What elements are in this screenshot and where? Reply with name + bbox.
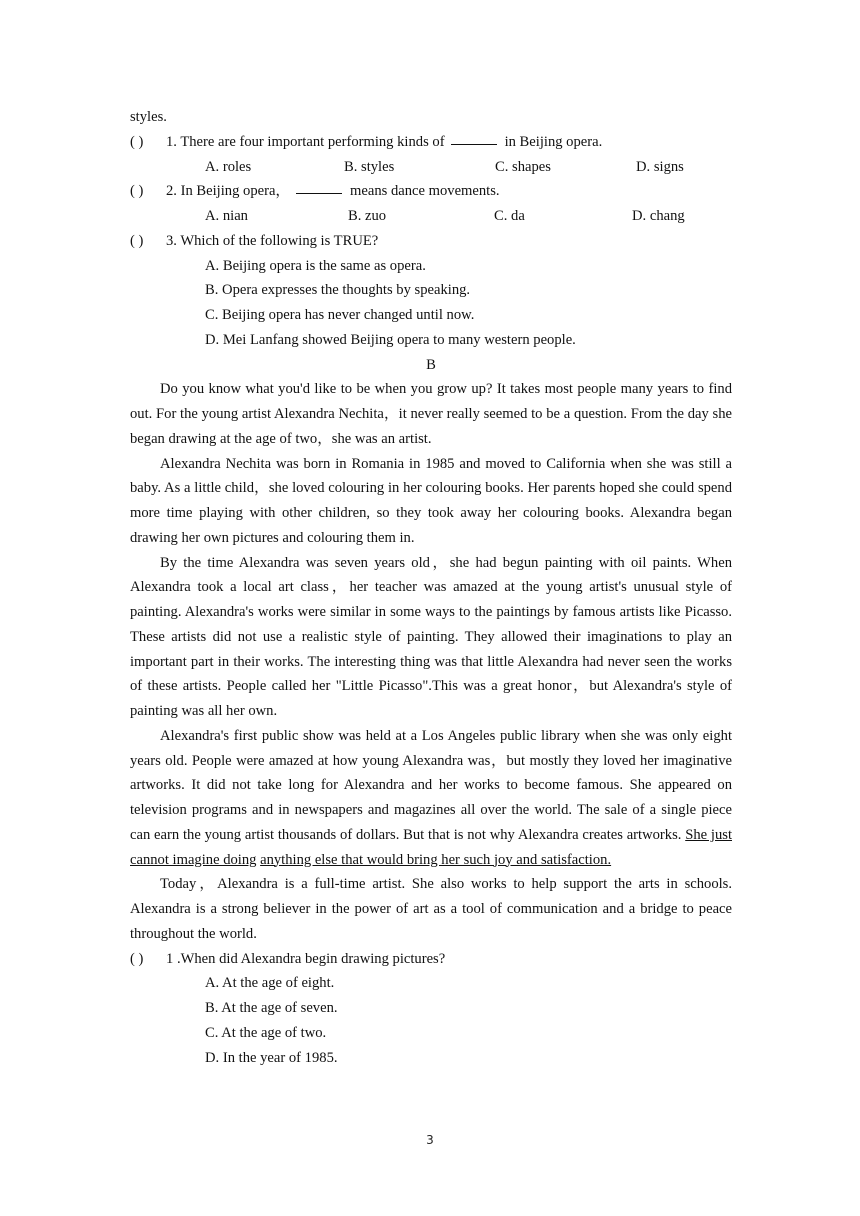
paragraph-text: Do you know what you'd like to be when you grow up? It takes most people many years to find out. For the young artist Alexandra Nechita，it never really seemed to be a question. From the day she began drawing at the age of two，she was an artist.: [130, 381, 732, 447]
option-a: A. Beijing opera is the same as opera.: [205, 257, 426, 274]
option-a: A. roles: [205, 158, 252, 175]
paragraph-text: Today，Alexandra is a full-time artist. She also works to help support the arts in schools. Alexandra is a strong believer in the power of art as a tool of communication and a bridge to peace throughout the world.: [130, 876, 732, 942]
option-d: D. In the year of 1985.: [205, 1049, 338, 1066]
passage-paragraph-2: [130, 452, 732, 551]
page-number: 3: [426, 1133, 434, 1147]
question-a2: [130, 179, 732, 204]
answer-paren: ( ): [130, 950, 144, 967]
answer-blank: [451, 130, 497, 145]
paragraph-text: Alexandra's first public show was held at a Los Angeles public library when she was only eight years old. People were amazed at how young Alexandra was，but mostly they loved her imaginative artworks. It did not take long for Alexandra and her works to become famous. She appeared on television programs and in newspapers and magazines all over the world. The sale of a single piece can earn the young artist thousands of dollars. But that is not why Alexandra creates artworks.: [130, 727, 732, 843]
option-c: C. da: [494, 208, 525, 224]
paragraph-text: Alexandra Nechita was born in Romania in 1985 and moved to California when she was still a baby. As a little child，she loved colouring in her colouring books. Her parents hoped she could spend more time playing with other children, so they took away her colouring books. Alexandra began drawing her own pictures and colouring them in.: [130, 455, 732, 546]
options-a1: [130, 155, 732, 180]
question-a1: [130, 130, 732, 155]
option-c: C. shapes: [495, 158, 551, 175]
passage-paragraph-3: [130, 551, 732, 724]
question-text: 1. There are four important performing kinds of: [166, 133, 445, 150]
question-text-end: in Beijing opera.: [504, 133, 603, 150]
answer-blank: [296, 179, 342, 194]
options-a2: [130, 204, 732, 229]
option-d: D. signs: [636, 158, 684, 175]
underlined-phrase-2: anything else that would bring her such joy and satisfaction.: [260, 851, 612, 868]
question-a3: [130, 229, 732, 254]
top-fragment: styles.: [130, 109, 167, 125]
option-b: B. At the age of seven.: [205, 1000, 338, 1016]
question-text: 1 .When did Alexandra begin drawing pictures?: [166, 950, 446, 967]
option-b: B. styles: [344, 158, 395, 175]
option-d: D. chang: [632, 208, 685, 224]
passage-paragraph-5: [130, 872, 732, 946]
question-text: 2. In Beijing opera，: [166, 183, 291, 200]
option-b: B. Opera expresses the thoughts by speaking.: [205, 282, 471, 299]
passage-paragraph-1: [130, 377, 732, 451]
option-b: B. zuo: [348, 208, 387, 224]
paragraph-text: By the time Alexandra was seven years old，she had begun painting with oil paints. When Alexandra took a local art class，her teacher was amazed at the young artist's unusual style of painting. Alexandra's works were similar in some ways to the paintings by famous artists like Picasso. These artists did not use a realistic style of painting. They allowed their imaginations to play an important part in their works. The interesting thing was that little Alexandra had never seen the works of these artists. People called her "Little Picasso".This was a great honor，but Alexandra's style of painting was all her own.: [130, 554, 732, 719]
option-a: A. nian: [205, 208, 248, 224]
passage-paragraph-4: [130, 724, 732, 873]
question-b1: [130, 947, 732, 972]
section-heading: B: [426, 356, 436, 373]
answer-paren: ( ): [130, 183, 144, 200]
answer-paren: ( ): [130, 133, 144, 150]
question-text-end: means dance movements.: [350, 183, 500, 200]
option-a: A. At the age of eight.: [205, 975, 335, 992]
option-c: C. Beijing opera has never changed until now.: [205, 307, 475, 323]
question-text: 3. Which of the following is TRUE?: [166, 232, 379, 249]
underlined-phrase-1: She just cannot imagine doing: [130, 826, 732, 868]
option-c: C. At the age of two.: [205, 1024, 327, 1041]
content-column: [130, 105, 732, 1070]
option-d: D. Mei Lanfang showed Beijing opera to many western people.: [205, 331, 576, 348]
answer-paren: ( ): [130, 232, 144, 249]
